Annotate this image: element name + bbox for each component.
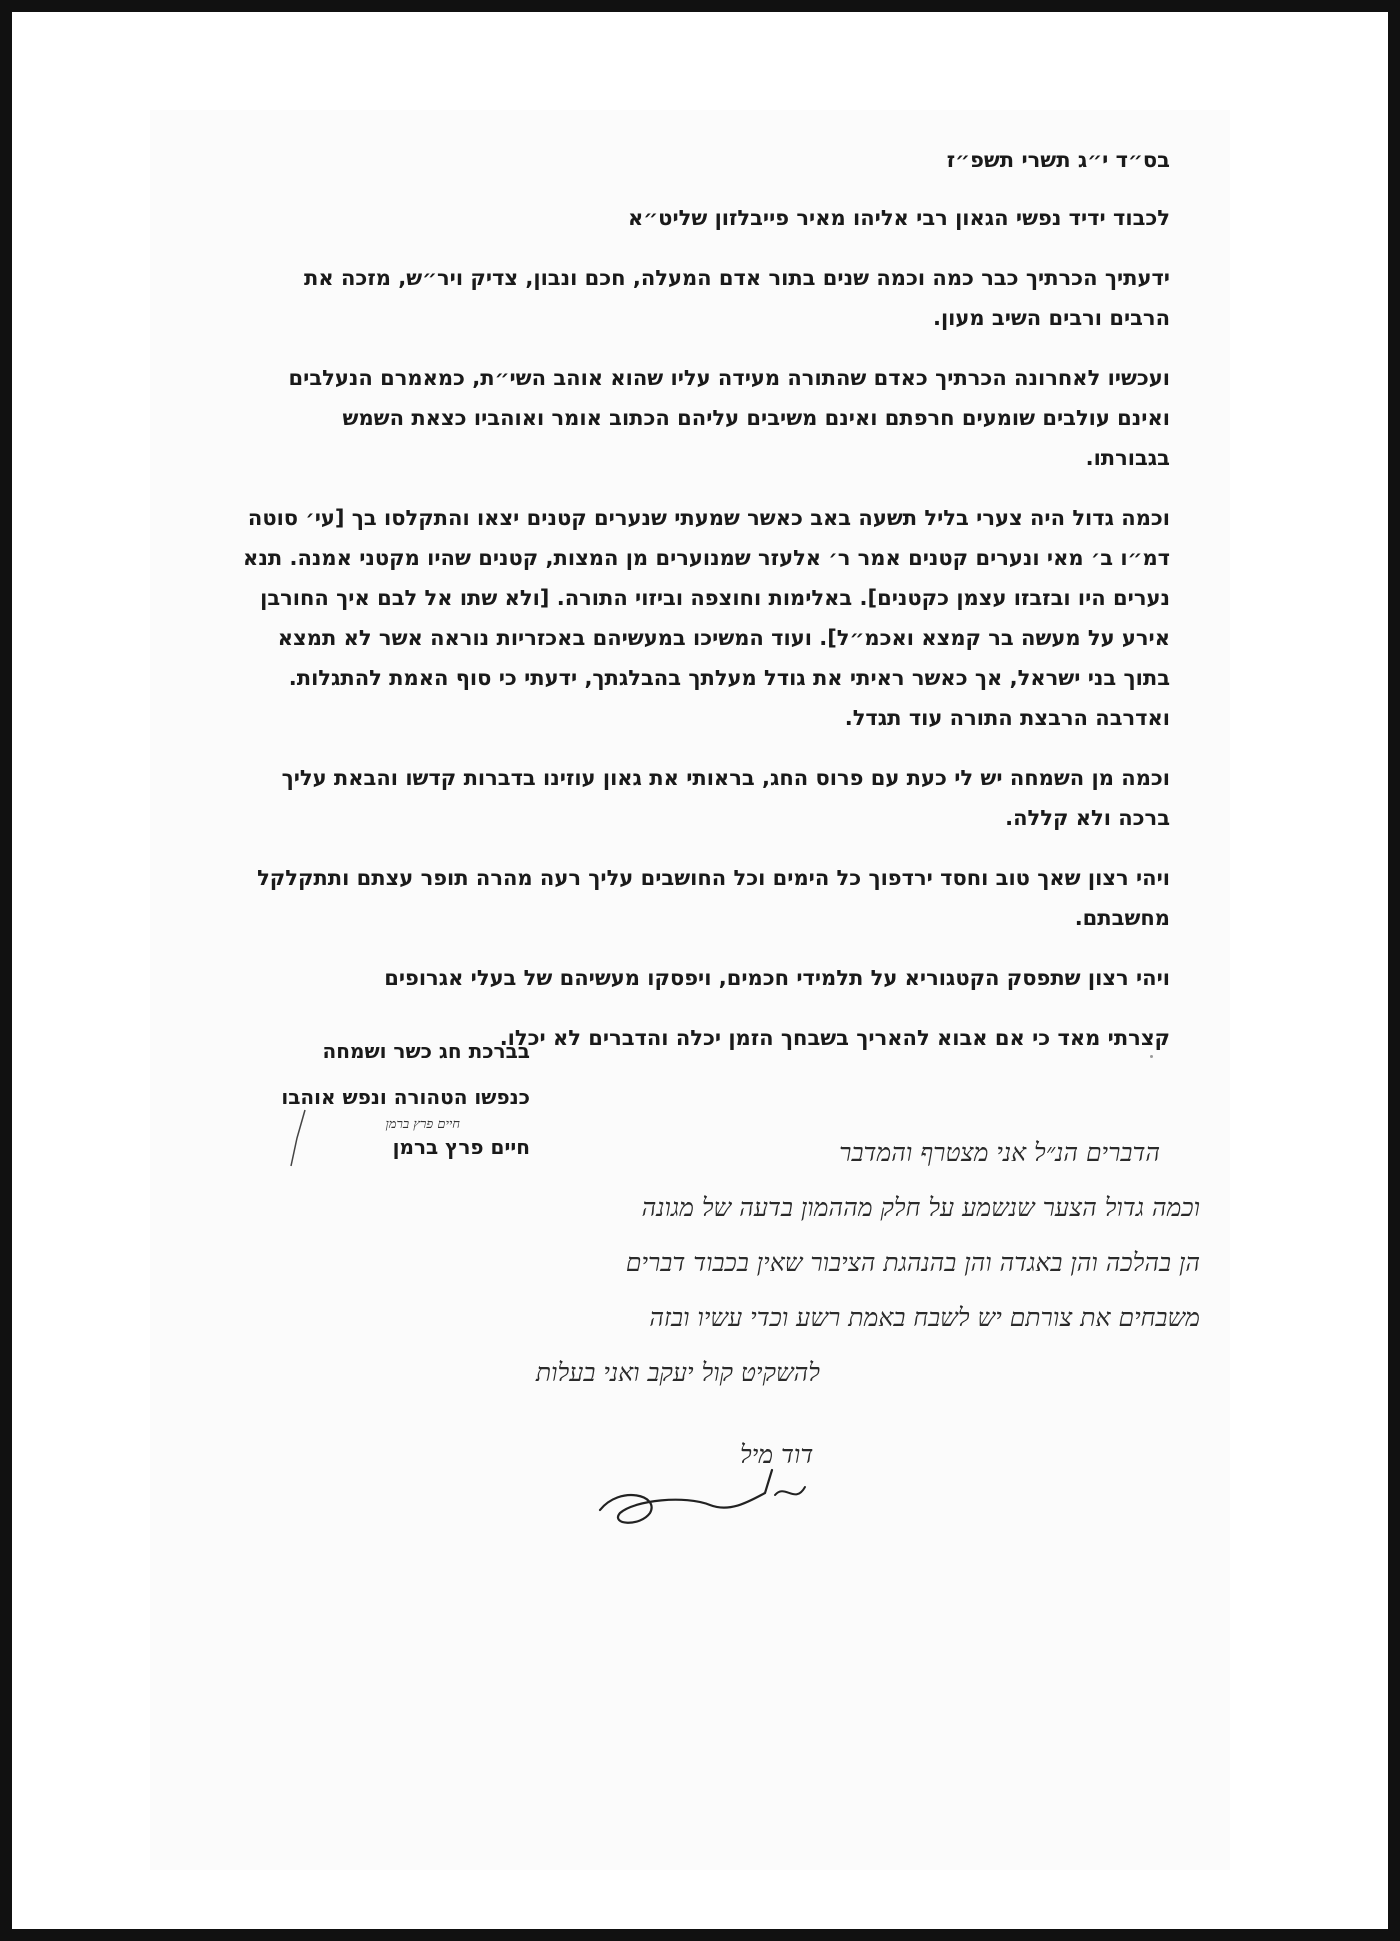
signer-name: חיים פרץ ברמן: [392, 1135, 530, 1159]
closing-blessing: בברכת חג כשר ושמחה: [322, 1039, 530, 1063]
letter-paragraph: [190, 758, 1170, 838]
paragraph-line: ברכה ולא קללה.: [1005, 806, 1170, 830]
closing-phrase: כנפשו הטהורה ונפש אוהבו: [281, 1085, 530, 1109]
paragraph-line: אירע על מעשה בר קמצא ואכמ״ל]. ועוד המשיכו במעשיהם באכזריות נוראה אשר לא תמצא: [277, 626, 1170, 650]
paragraph-line: וכמה גדול היה צערי בליל תשעה באב כאשר שמעתי שנערים קטנים יצאו והתקלסו בך [עי׳ סוטה: [247, 506, 1170, 530]
letter-date: בס״ד י״ג תשרי תשפ״ז: [946, 148, 1170, 172]
handwritten-signer-name: דוד מיל: [740, 1440, 814, 1469]
paragraph-line: מחשבתם.: [1074, 906, 1170, 930]
handwritten-line: להשקיט קול יעקב ואני בעלות: [535, 1358, 820, 1387]
letter-paragraph: [190, 958, 1170, 998]
paragraph-line: ידעתיך הכרתיך כבר כמה וכמה שנים בתור אדם המעלה, חכם ונבון, צדיק ויר״ש, מזכה את: [304, 266, 1170, 290]
scan-speck: [1150, 1055, 1153, 1058]
paragraph-line: בתוך בני ישראל, אך כאשר ראיתי את גודל מעלתך בהבלגתך, ידעתי כי סוף האמת להתגלות.: [288, 666, 1170, 690]
handwritten-line: וכמה גדול הצער שנשמע על חלק מההמון בדעה של מגונה: [641, 1193, 1200, 1222]
paragraph-line: בגבורתו.: [1085, 446, 1170, 470]
letter-salutation: לכבוד ידיד נפשי הגאון רבי אליהו מאיר פייבלזון שליט״א: [627, 206, 1170, 230]
letter-paragraph: [190, 358, 1170, 478]
paragraph-line: ויהי רצון שתפסק הקטגוריא על תלמידי חכמים, ויפסקו מעשיהם של בעלי אגרופים: [384, 966, 1170, 990]
handwritten-line: משבחים את צורתם יש לשבח באמת רשע וכדי עשיו ובזה: [649, 1303, 1200, 1332]
letter-paragraph: [190, 498, 1170, 738]
paragraph-line: הרבים ורבים השיב מעון.: [933, 306, 1170, 330]
handwritten-line: הדברים הנ״ל אני מצטרף והמדבר: [839, 1138, 1160, 1167]
letter-paragraph: [190, 258, 1170, 338]
signature-flourish-icon: [590, 1465, 840, 1535]
paragraph-line: ואינם עולבים שומעים חרפתם ואינם משיבים עליהם הכתוב אומר ואוהביו כצאת השמש: [342, 406, 1170, 430]
handwritten-signature: חיים פרץ ברמן: [385, 1117, 460, 1132]
paragraph-line: ואדרבה הרבצת התורה עוד תגדל.: [844, 706, 1170, 730]
paragraph-line: ויהי רצון שאך טוב וחסד ירדפוך כל הימים וכל החושבים עליך רעה מהרה תופר עצתם ותתקלקל: [257, 866, 1170, 890]
paragraph-line: נערים היו ובזבזו עצמן כקטנים]. באלימות וחוצפה וביזוי התורה. [ולא שתו אל לבם איך החורבן: [260, 586, 1170, 610]
typed-letter-body: [190, 140, 1170, 1078]
letter-paragraph: [190, 858, 1170, 938]
paragraph-line: קצרתי מאד כי אם אבוא להאריך בשבחך הזמן יכלה והדברים לא יכלו.: [499, 1026, 1170, 1050]
paragraph-line: ועכשיו לאחרונה הכרתיך כאדם שהתורה מעידה עליו שהוא אוהב השי״ת, כמאמרם הנעלבים: [288, 366, 1170, 390]
paragraph-line: וכמה מן השמחה יש לי כעת עם פרוס החג, בראותי את גאון עוזינו בדברות קדשו והבאת עליך: [281, 766, 1170, 790]
handwritten-line: הן בהלכה והן באגדה והן בהנהגת הציבור שאין בכבוד דברים: [625, 1248, 1200, 1277]
handwritten-note: [160, 1125, 1200, 1400]
paragraph-line: דמ״ו ב׳ מאי ונערים קטנים אמר ר׳ אלעזר שמנוערים מן המצות, קטנים שהיו מקטני אמנה. תנא: [243, 546, 1170, 570]
